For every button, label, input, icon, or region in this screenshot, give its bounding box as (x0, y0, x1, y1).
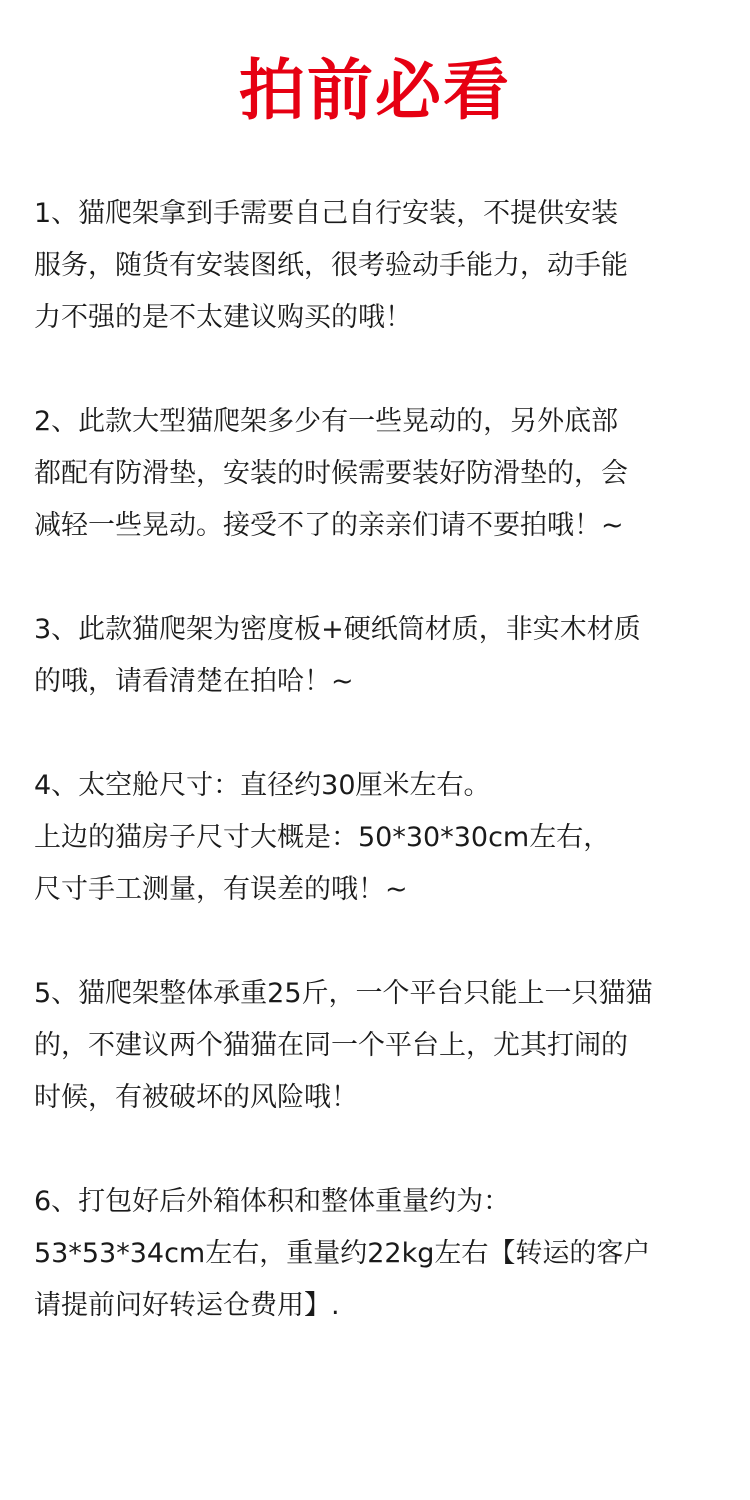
notice-line: 1、猫爬架拿到手需要自己自行安装，不提供安装 (34, 198, 619, 229)
notice-line: 的哦，请看清楚在拍哈！~ (34, 666, 354, 697)
notice-item-3 (34, 604, 724, 708)
notice-line: 4、太空舱尺寸：直径约30厘米左右。 (34, 770, 491, 801)
notice-item-6 (34, 1176, 724, 1332)
notice-line: 减轻一些晃动。接受不了的亲亲们请不要拍哦！~ (34, 510, 624, 541)
notice-line: 服务，随货有安装图纸，很考验动手能力，动手能 (34, 250, 628, 281)
notice-line: 的，不建议两个猫猫在同一个平台上，尤其打闹的 (34, 1030, 628, 1061)
notice-line: 都配有防滑垫，安装的时候需要装好防滑垫的，会 (34, 458, 628, 489)
notice-line: 上边的猫房子尺寸大概是：50*30*30cm左右， (34, 822, 611, 853)
notice-line: 5、猫爬架整体承重25斤，一个平台只能上一只猫猫 (34, 978, 653, 1009)
page-title: 拍前必看 (239, 52, 511, 129)
notice-line: 3、此款猫爬架为密度板+硬纸筒材质，非实木材质 (34, 614, 641, 645)
notice-line: 53*53*34cm左右，重量约22kg左右【转运的客户 (34, 1238, 651, 1269)
notice-line: 2、此款大型猫爬架多少有一些晃动的，另外底部 (34, 406, 619, 437)
notice-line: 6、打包好后外箱体积和整体重量约为： (34, 1186, 511, 1217)
notice-line: 尺寸手工测量，有误差的哦！~ (34, 874, 408, 905)
notice-item-5 (34, 968, 724, 1124)
notice-item-2 (34, 396, 724, 552)
notice-line: 力不强的是不太建议购买的哦！ (34, 302, 412, 333)
notice-line: 请提前问好转运仓费用】. (34, 1290, 340, 1321)
notice-item-1 (34, 188, 724, 344)
notice-item-4 (34, 760, 724, 916)
notice-line: 时候，有被破坏的风险哦！ (34, 1082, 358, 1113)
